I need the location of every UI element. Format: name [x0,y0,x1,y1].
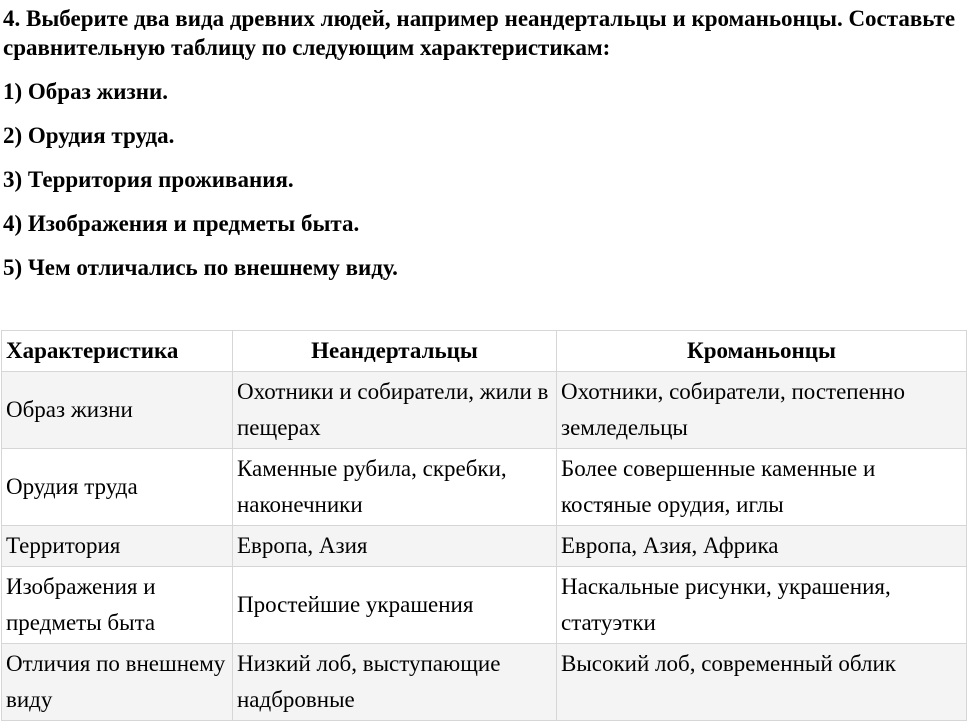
cell-neanderthals: Европа, Азия [233,526,557,567]
cell-neanderthals: Охотники и собиратели, жили в пещерах [233,372,557,449]
row-label: Территория [2,526,233,567]
criterion-item: 1) Образ жизни. [3,79,169,104]
cell-cromagnons: Наскальные рисунки, украшения, статуэтки [557,567,967,644]
row-label: Образ жизни [2,372,233,449]
cell-cromagnons: Более совершенные каменные и костяные орудия, иглы [557,449,967,526]
header-cromagnons: Кроманьонцы [557,331,967,372]
cell-neanderthals: Каменные рубила, скребки, наконечники [233,449,557,526]
comparison-table [1,330,967,721]
criteria-list [3,77,963,282]
cell-neanderthals: Простейшие украшения [233,567,557,644]
row-label: Отличия по внешнему виду [2,644,233,721]
cell-cromagnons: Охотники, собиратели, постепенно земледельцы [557,372,967,449]
header-characteristic: Характеристика [2,331,233,372]
table-row [2,526,967,567]
table-row [2,644,967,721]
row-label: Изображения и предметы быта [2,567,233,644]
cell-cromagnons: Высокий лоб, современный облик [557,644,967,721]
cell-neanderthals: Низкий лоб, выступающие надбровные [233,644,557,721]
criterion-item: 2) Орудия труда. [3,123,175,148]
row-label: Орудия труда [2,449,233,526]
criterion-item: 4) Изображения и предметы быта. [3,211,360,236]
criterion-item: 5) Чем отличались по внешнему виду. [3,255,398,280]
table-row [2,567,967,644]
table-header-row [2,331,967,372]
cell-cromagnons: Европа, Азия, Африка [557,526,967,567]
criterion-item: 3) Территория проживания. [3,167,294,192]
comparison-table-wrap [1,330,966,721]
task-block [3,4,963,282]
table-row [2,372,967,449]
header-neanderthals: Неандертальцы [233,331,557,372]
task-title: 4. Выберите два вида древних людей, например неандертальцы и кроманьонцы. Составьте сравнительную таблицу по следующим характеристикам: [3,6,956,60]
table-row [2,449,967,526]
